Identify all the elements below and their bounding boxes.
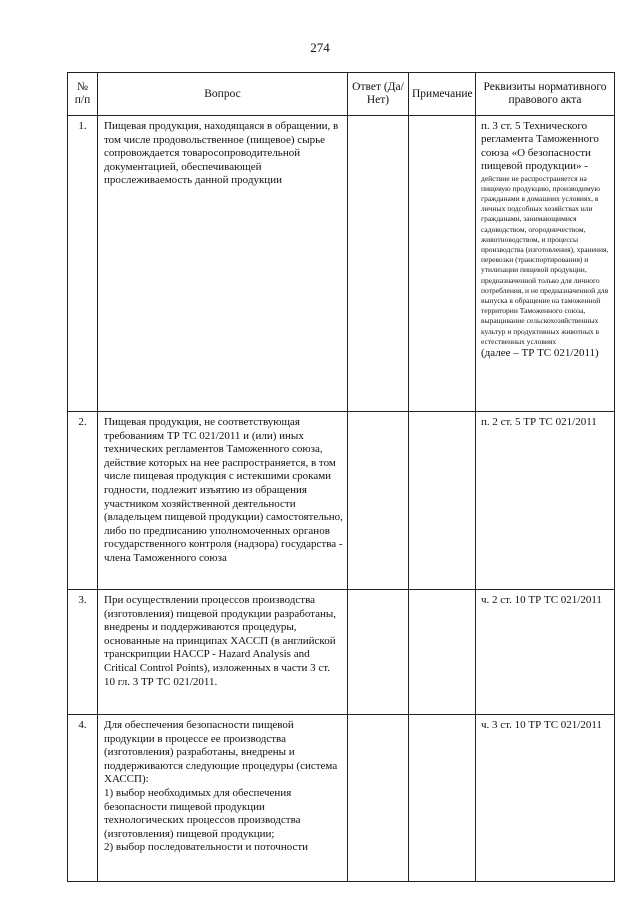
row-number: 3. [68,590,98,715]
requirements-table [67,72,615,882]
answer-cell[interactable] [348,116,409,412]
page-number: 274 [310,40,330,55]
table-row [68,715,615,882]
question-line: Для обеспечения безопасности пищевой продукции в процессе ее производства (изготовления) разработаны, внедрены и поддерживаются следующие процедуры (система ХАССП): [104,719,338,786]
header-num: № п/п [68,73,98,116]
reference-cell [476,412,615,590]
answer-cell[interactable] [348,715,409,882]
note-cell[interactable] [409,116,476,412]
reference-cell [476,116,615,412]
header-note: Примечание [409,73,476,116]
header-answer: Ответ (Да/Нет) [348,73,409,116]
question-line: 2) выбор последовательности и поточности [104,841,309,854]
answer-cell[interactable] [348,590,409,715]
table-row [68,590,615,715]
header-reference: Реквизиты нормативного правового акта [476,73,615,116]
reference-cell [476,715,615,882]
reference-main: ч. 2 ст. 10 ТР ТС 021/2011 [481,594,602,606]
reference-cell [476,590,615,715]
note-cell[interactable] [409,715,476,882]
note-cell[interactable] [409,412,476,590]
row-number: 4. [68,715,98,882]
question-text: Пищевая продукция, находящаяся в обращении, в том числе продовольственное (пищевое) сырье сопровождается товаросопроводительной документацией, обеспечивающей прослеживаемость данной продукции [98,116,348,412]
answer-cell[interactable] [348,412,409,590]
header-question: Вопрос [98,73,348,116]
reference-main: п. 3 ст. 5 Технического регламента Таможенного союза «О безопасности пищевой продукции» - [481,120,599,173]
question-text [98,715,348,882]
reference-main: ч. 3 ст. 10 ТР ТС 021/2011 [481,719,602,731]
row-number: 2. [68,412,98,590]
reference-end: (далее – ТР ТС 021/2011) [481,347,599,360]
question-text: При осуществлении процессов производства (изготовления) пищевой продукции разработаны, внедрены и поддерживаются процедуры, основанные на принципах ХАССП (в английской транскрипции HACCP - Hazard Analysis and Critical Control Points), изложенных в части 3 ст. 10 гл. 3 ТР ТС 021/2011. [98,590,348,715]
note-cell[interactable] [409,590,476,715]
question-line: 1) выбор необходимых для обеспечения безопасности пищевой продукции технологических процессов производства (изготовления) пищевой продукции; [104,786,301,840]
row-number: 1. [68,116,98,412]
reference-main: п. 2 ст. 5 ТР ТС 021/2011 [481,416,597,428]
table-row [68,412,615,590]
reference-note: действие не распространяется на пищевую продукцию, производимую гражданами в домашних условиях, в личных подсобных хозяйствах или гражданами, занимающимися садоводством, огородничеством, животноводством, и процессы производства (изготовления), хранения, перевозки (транспортирования) и утилизации пищевой продукции, предназначенной только для личного потребления, и не предназначенной для выпуска в обращение на таможенной территории Таможенного союза, выращивание сельскохозяйственных культур и продуктивных животных в естественных условиях [481,173,609,346]
question-text: Пищевая продукция, не соответствующая требованиям ТР ТС 021/2011 и (или) иных технических регламентов Таможенного союза, действие которых на нее распространяется, в том числе пищевая продукция с истекшими сроками годности, подлежит изъятию из обращения участником хозяйственной деятельности (владельцем пищевой продукции) самостоятельно, либо по предписанию уполномоченных органов государственного контроля (надзора) государства - члена Таможенного союза [98,412,348,590]
table-header-row [68,73,615,116]
table-row [68,116,615,412]
